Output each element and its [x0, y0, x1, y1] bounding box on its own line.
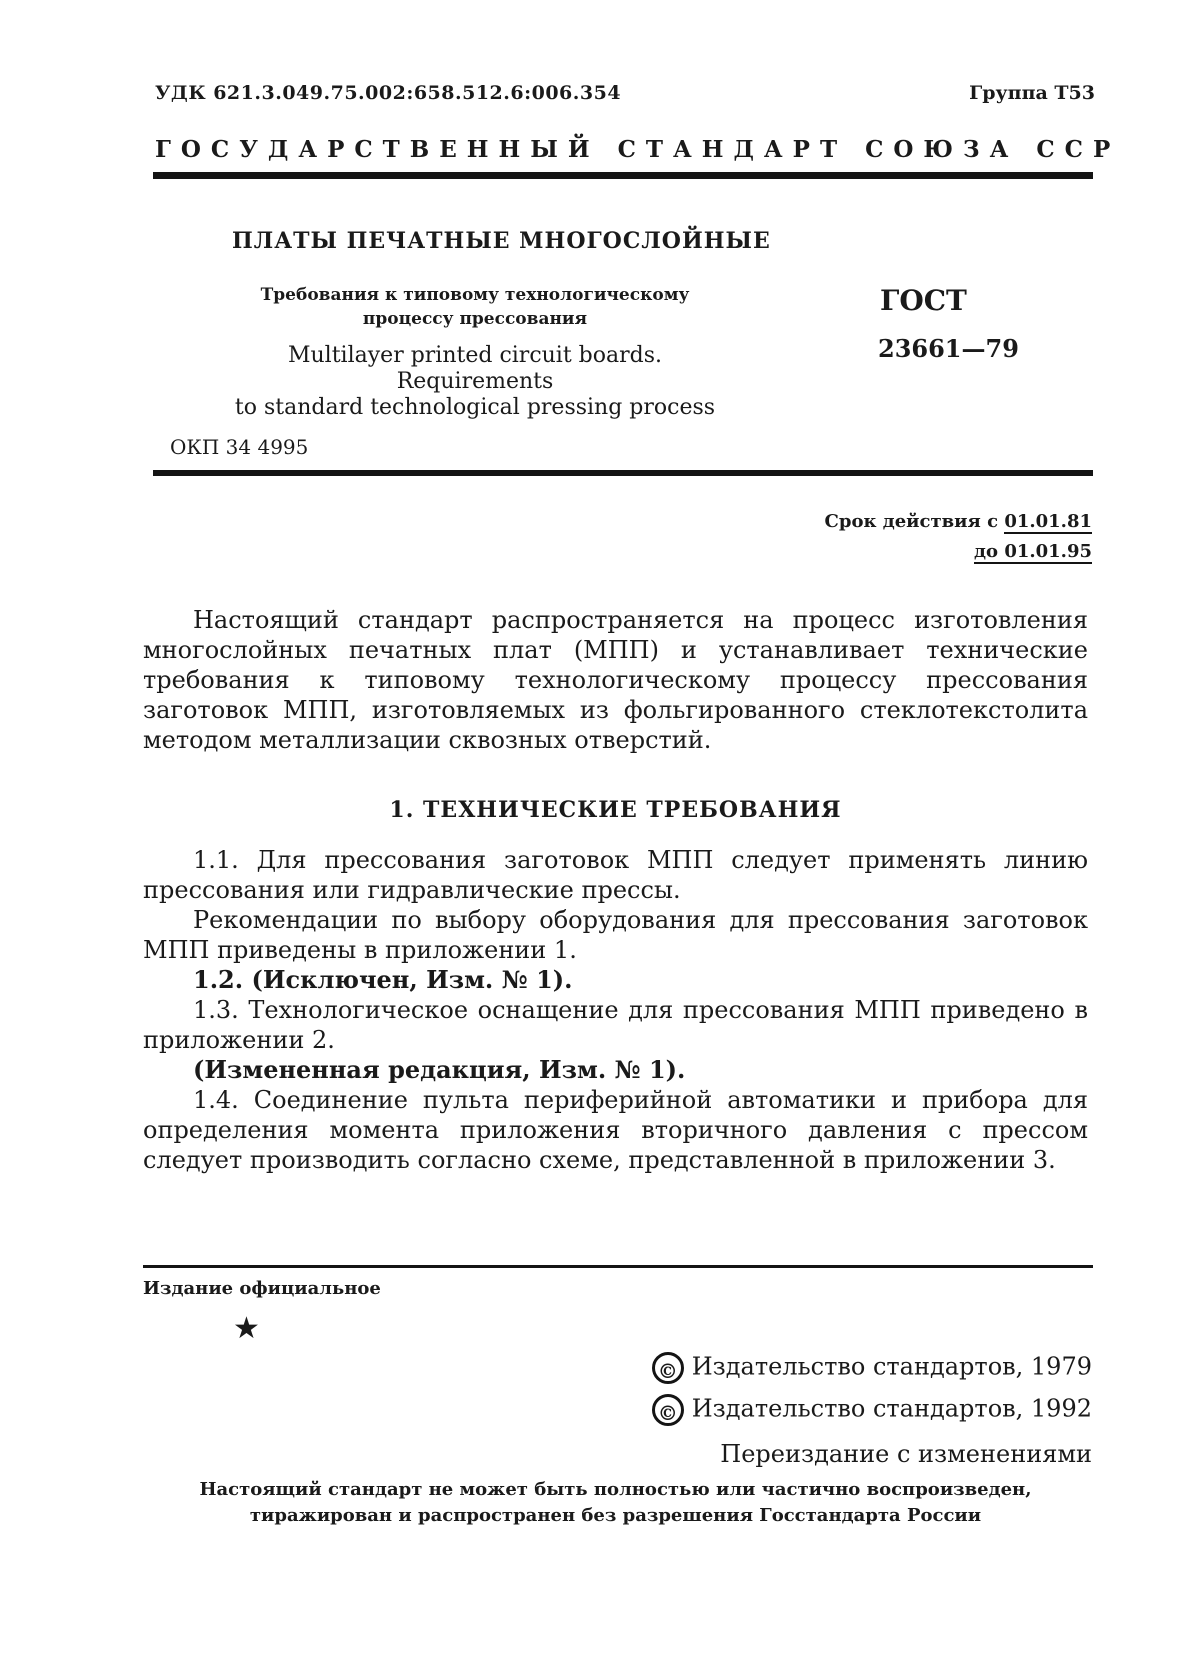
title-en-line2: to standard technological pressing process	[234, 395, 716, 420]
date-from: 01.01.81	[1004, 511, 1092, 532]
section-heading: 1. ТЕХНИЧЕСКИЕ ТРЕБОВАНИЯ	[389, 797, 842, 823]
copyright-1992: © Издательство стандартов, 1992	[652, 1394, 1092, 1426]
gost-label: ГОСТ	[880, 284, 967, 317]
reissue-note: Переиздание с изменениями	[720, 1440, 1092, 1468]
reproduction-notice: Настоящий стандарт не может быть полностью или частично воспроизведен, тиражирован и распространен без разрешения Госстандарта России	[199, 1479, 1032, 1526]
clause-1-1: 1.1. Для прессования заготовок МПП следует применять линию прессования или гидравлические прессы.	[143, 846, 1088, 904]
subtitle-ru-line2: процессу прессования	[362, 309, 588, 329]
document-title: ПЛАТЫ ПЕЧАТНЫЕ МНОГОСЛОЙНЫЕ	[232, 228, 771, 254]
intro-paragraph: Настоящий стандарт распространяется на процесс изготовления многослойных печатных плат (МПП) и устанавливает технические требования к типовому технологическому процессу прессования заготовок МПП, изготовляемых из фольгированного стеклотекстолита методом металлизации сквозных отверстий.	[143, 606, 1088, 754]
udc-code: УДК 621.3.049.75.002:658.512.6:006.354	[155, 82, 622, 104]
gost-number: 23661—79	[878, 334, 1019, 363]
clause-1-3-note: (Измененная редакция, Изм. № 1).	[193, 1055, 686, 1084]
copyright-icon: ©	[652, 1352, 684, 1384]
section-body	[143, 845, 1088, 1175]
state-standard-banner: ГОСУДАРСТВЕННЫЙ СТАНДАРТ СОЮЗА ССР	[155, 136, 1121, 163]
title-rule	[153, 470, 1093, 476]
validity-to: до 01.01.95	[974, 541, 1092, 562]
title-en-line1: Multilayer printed circuit boards. Requirements	[287, 343, 663, 394]
validity-from: Срок действия с 01.01.81	[824, 511, 1092, 532]
subtitle-ru-line1: Требования к типовому технологическому	[260, 285, 690, 305]
footer-rule	[143, 1265, 1093, 1268]
okp-code: ОКП 34 4995	[170, 435, 309, 459]
subtitle-ru	[220, 283, 730, 331]
clause-1-2: 1.2. (Исключен, Изм. № 1).	[193, 965, 573, 994]
header-rule	[153, 172, 1093, 179]
clause-1-4: 1.4. Соединение пульта периферийной автоматики и прибора для определения момента приложения вторичного давления с прессом следует производить согласно схеме, представленной в приложении 3.	[143, 1086, 1088, 1174]
group-code: Группа Т53	[969, 82, 1095, 104]
edition-label: Издание официальное	[143, 1278, 381, 1299]
date-to: 01.01.95	[1004, 541, 1092, 562]
validity-period	[825, 507, 1092, 567]
clause-1-3: 1.3. Технологическое оснащение для прессования МПП приведено в приложении 2.	[143, 996, 1088, 1054]
clause-1-1-recommendation: Рекомендации по выбору оборудования для прессования заготовок МПП приведены в приложении 1.	[143, 906, 1088, 964]
copyright-icon: ©	[652, 1394, 684, 1426]
title-en	[210, 343, 740, 421]
copyright-1979: © Издательство стандартов, 1979	[652, 1352, 1092, 1384]
star-icon: ★	[233, 1311, 260, 1346]
